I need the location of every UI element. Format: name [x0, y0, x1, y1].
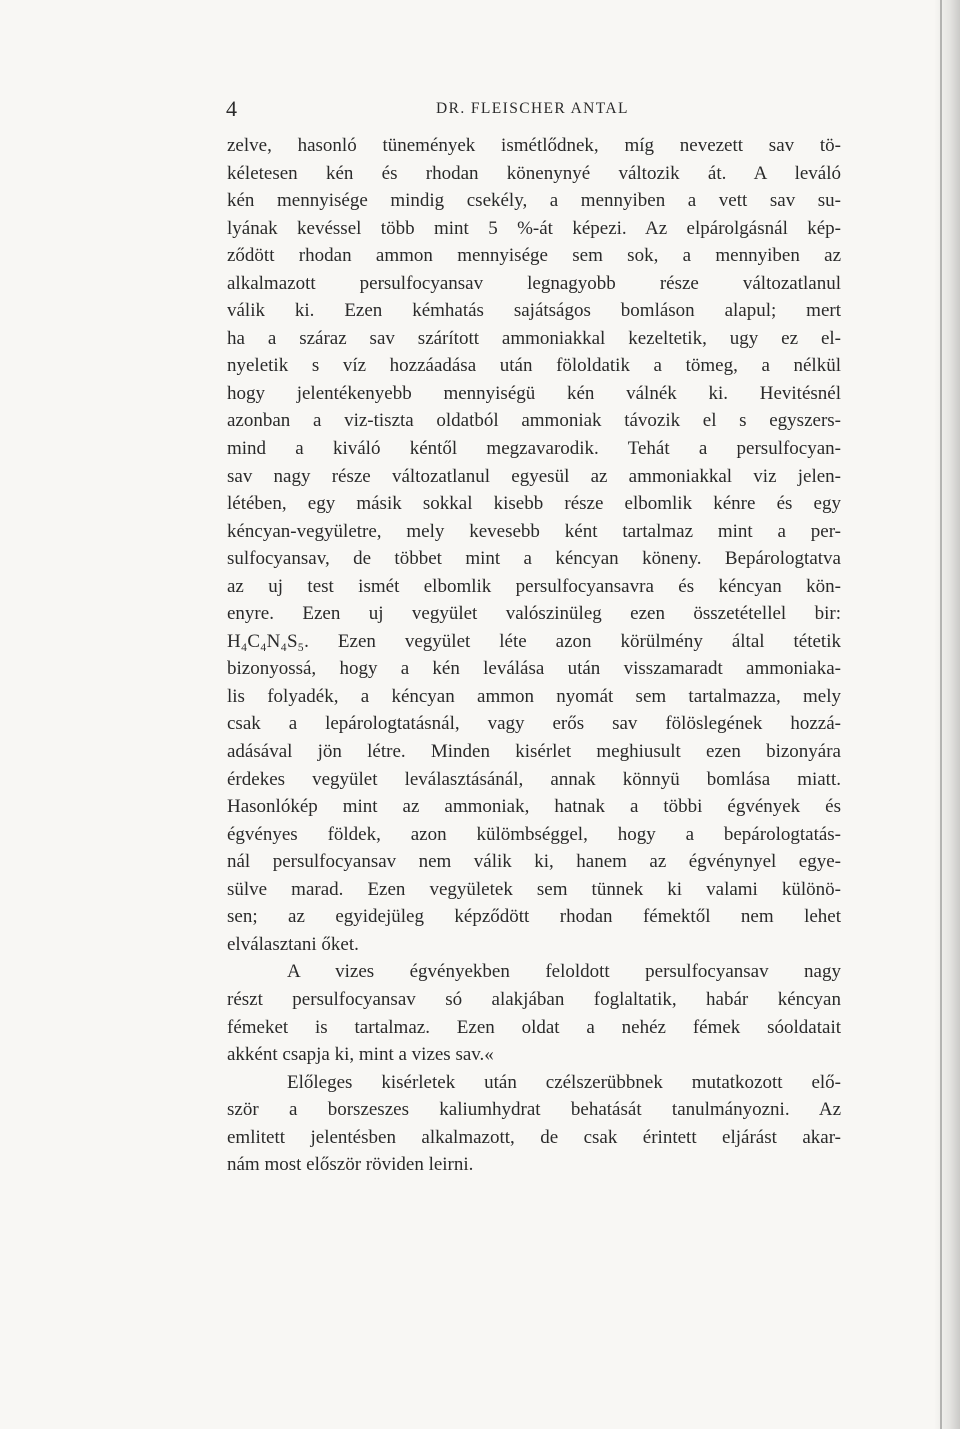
text-line: válik ki. Ezen kémhatás sajátságos bomláson alapul; mert — [227, 300, 841, 322]
text-line: részt persulfocyansav só alakjában foglaltatik, habár kéncyan — [227, 988, 841, 1010]
text-line: az uj test ismét elbomlik persulfocyansavra és kéncyan kön- — [227, 575, 841, 597]
text-line: kéncyan-vegyületre, mely kevesebb ként tartalmaz mint a per- — [227, 520, 841, 542]
text-line: elválasztani őket. — [227, 933, 359, 955]
running-head: DR. FLEISCHER ANTAL — [436, 100, 629, 117]
page-header — [226, 96, 838, 126]
text-line: sülve marad. Ezen vegyületek sem tünnek ki valami különö- — [227, 878, 841, 900]
text-line: nám most először röviden leirni. — [227, 1154, 474, 1176]
text-line: érdekes vegyület leválasztásánál, annak könnyü bomlása miatt. — [227, 768, 841, 790]
text-line: mind a kiváló kéntől megzavarodik. Tehát a persulfocyan- — [227, 438, 841, 460]
paragraph-first-line: Előleges kisérletek után czélszerübbnek mutatkozott elő- — [287, 1071, 841, 1093]
text-line: nyeletik s víz hozzáadása után föloldatik a tömeg, a nélkül — [227, 355, 841, 377]
text-line: sen; az egyidejüleg képződött rhodan fémektől nem lehet — [227, 906, 841, 928]
text-line: sulfocyansav, de többet mint a kéncyan köneny. Bepárologtatva — [227, 548, 841, 570]
text-line: kéletesen kén és rhodan könenynyé változik át. A leváló — [227, 162, 841, 184]
text-line: égvényes földek, azon külömbséggel, hogy a bepárologtatás- — [227, 823, 841, 845]
text-line: H₄C₄N₄S₅. Ezen vegyület léte azon körülmény által tétetik — [227, 630, 841, 652]
body-text — [227, 132, 841, 1179]
text-line: enyre. Ezen uj vegyület valószinüleg ezen összetétellel bir: — [227, 603, 841, 625]
text-line: alkalmazott persulfocyansav legnagyobb része változatlanul — [227, 272, 841, 294]
text-line: ször a borszeszes kaliumhydrat behatását tanulmányozni. Az — [227, 1099, 841, 1121]
text-line: csak a lepárologtatásnál, vagy erős sav fölöslegének hozzá- — [227, 713, 841, 735]
text-line: létében, egy másik sokkal kisebb része elbomlik kénre és egy — [227, 493, 841, 515]
paragraph-first-line: A vizes égvényekben feloldott persulfocyansav nagy — [287, 961, 841, 983]
text-line: adásával jön létre. Minden kisérlet meghiusult ezen bizonyára — [227, 741, 841, 763]
text-line: sav nagy része változatlanul egyesül az ammoniakkal viz jelen- — [227, 465, 841, 487]
text-line: emlitett jelentésben alkalmazott, de csak érintett eljárást akar- — [227, 1126, 841, 1148]
text-line: nál persulfocyansav nem válik ki, hanem az égvénynyel egye- — [227, 851, 841, 873]
text-line: bizonyossá, hogy a kén leválása után visszamaradt ammoniaka- — [227, 658, 841, 680]
text-line: lyának kevéssel több mint 5 %-át képezi. Az elpárolgásnál kép- — [227, 217, 841, 239]
text-line: ződött rhodan ammon mennyisége sem sok, a mennyiben az — [227, 245, 841, 267]
text-line: akként csapja ki, mint a vizes sav.« — [227, 1044, 494, 1066]
text-line: kén mennyisége mindig csekély, a mennyiben a vett sav su- — [227, 190, 841, 212]
text-line: hogy jelentékenyebb mennyiségü kén válnék ki. Hevitésnél — [227, 382, 841, 404]
text-line: azonban a viz-tiszta oldatból ammoniak távozik el s egyszers- — [227, 410, 841, 432]
text-line: zelve, hasonló tünemények ismétlődnek, míg nevezett sav tö- — [227, 135, 841, 156]
text-line: lis folyadék, a kéncyan ammon nyomát sem tartalmazza, mely — [227, 685, 841, 707]
page-edge-line — [940, 0, 942, 1429]
text-line: fémeket is tartalmaz. Ezen oldat a nehéz fémek sóoldatait — [227, 1016, 841, 1038]
page-edge-shadow — [934, 0, 960, 1429]
text-line: Hasonlókép mint az ammoniak, hatnak a többi égvények és — [227, 796, 841, 818]
text-line: ha a száraz sav szárított ammoniakkal kezeltetik, ugy ez el- — [227, 327, 841, 349]
page-number: 4 — [226, 96, 237, 121]
